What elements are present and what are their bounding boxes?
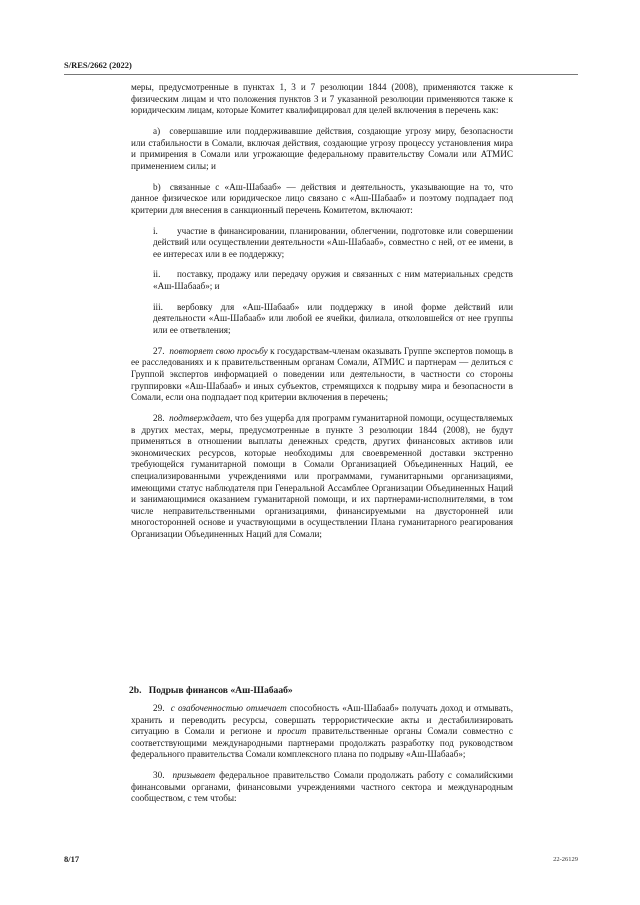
paragraph-29-text-1: способность «Аш-Шабааб» получать доход и отмывать, хранить и переводить ресурсы, совершать террористические акты и дестабилизировать ситуацию в Сомали и регионе и: [131, 703, 514, 737]
paragraph-28: [131, 413, 513, 541]
subparagraph-iii-marker: iii.: [153, 301, 163, 312]
subparagraph-i: [131, 226, 513, 261]
paragraph-29: [131, 703, 513, 761]
paragraph-30-verb: призывает: [172, 770, 216, 781]
section-heading-title: Подрыв финансов «Аш-Шабааб»: [148, 685, 293, 696]
paragraph-30-text: федеральное правительство Сомали продолжать работу с сомалийскими финансовыми органами, финансовыми учреждениями частного сектора и международным сообществом, с тем чтобы:: [131, 770, 513, 804]
document-body: [131, 82, 513, 550]
subparagraph-iii-text: вербовку для «Аш-Шабааб» или поддержку в иной форме действий или деятельности «Аш-Шабааб» или любой ее ячейки, филиала, отколовшейся от нее группы или ее ответвления;: [153, 301, 513, 336]
document-symbol: S/RES/2662 (2022): [64, 60, 132, 70]
paragraph-30-number: 30.: [153, 770, 165, 781]
paragraph-29-text-2: правительственные органы Сомали совместно с соответствующими международными партнерами продолжать разработку под руководством федерального правительства Сомали комплексного плана по подрыву «Аш-Шабааб»;: [131, 726, 513, 760]
section-heading-2b: [131, 685, 293, 696]
paragraph-30: [131, 770, 513, 805]
document-body-continued: [131, 703, 513, 814]
paragraph-27-verb: повторяет свою просьбу: [169, 345, 268, 356]
subparagraph-i-marker: i.: [153, 225, 158, 236]
page-number: 8/17: [64, 854, 80, 864]
paragraph-27-text: к государствам-членам оказывать Группе экспертов помощь в ее расследованиях и к правительственным органам Сомали, АТМИС и партнерам — делиться с Группой экспертов информацией о поведении или деятельности, в частности со стороны группировки «Аш-Шабааб» и иных субъектов, стремящихся к подрыву мира и безопасности в Сомали, если она подпадает под критерии включения в перечень;: [131, 345, 513, 403]
subparagraph-ii: [131, 269, 513, 292]
paragraph-29-verb-2: просит: [277, 726, 307, 737]
subparagraph-ii-marker: ii.: [153, 269, 161, 280]
paragraph-27: [131, 346, 513, 404]
paragraph-27-number: 27.: [153, 345, 165, 356]
paragraph-28-number: 28.: [153, 412, 165, 423]
paragraph-b: b) связанные с «Аш-Шабааб» — действия и деятельность, указывающие на то, что данное физическое или юридическое лицо связано с «Аш-Шабааб» и поэтому подпадает под критерии для внесения в санкционный перечень Комитетом, включают:: [131, 181, 513, 215]
paragraph-29-verb-1: с озабоченностью отмечает: [170, 703, 287, 713]
header-rule: [64, 74, 578, 75]
subparagraph-ii-text: поставку, продажу или передачу оружия и связанных с ним материальных средств «Аш-Шабааб»; и: [153, 269, 513, 292]
document-code: 22-26129: [553, 856, 578, 863]
subparagraph-iii: [131, 302, 513, 337]
subparagraph-i-text: участие в финансировании, планировании, облегчении, подготовке или совершении действий или осуществлении деятельности «Аш-Шабааб», совместно с ней, от ее имени, в ее интересах или в ее поддержку;: [153, 225, 513, 259]
paragraph-a: a) совершавшие или поддерживавшие действия, создающие угрозу миру, безопасности или стабильности в Сомали, включая действия, создающие угрозу процессу установления мира и примирения в Сомали или угрожающие федеральному правительству Сомали или АТМИС применением силы; и: [131, 125, 513, 171]
paragraph-28-verb: подтверждает: [169, 412, 231, 423]
paragraph-28-text: , что без ущерба для программ гуманитарной помощи, осуществляемых в других местах, меры, предусмотренные в пункте 3 резолюции 1844 (2008), не будут применяться в отношении выплаты денежных средств, других финансовых активов или экономических ресурсов, которые необходимы для своевременной доставки экстренно требующейся гуманитарной помощи в Сомали Организацией Объединенных Наций, ее специализированными учреждениями или программами, гуманитарными организациями, имеющими статус наблюдателя при Генеральной Ассамблее Организации Объединенных Наций и занимающимися оказанием гуманитарной помощи, и их партнерами-исполнителями, в том числе неправительственными организациями, финансируемыми на двусторонней или многосторонней основе и участвующими в осуществлении Плана гуманитарного реагирования Организации Объединенных Наций для Сомали;: [131, 412, 513, 539]
section-heading-number: 2b.: [129, 685, 142, 696]
paragraph-intro: меры, предусмотренные в пунктах 1, 3 и 7 резолюции 1844 (2008), применяются также к физическим лицам и что положения пунктов 3 и 7 указанной резолюции применяются также к юридическим лицам, которые Комитет квалифицировал для целей включения в перечень как:: [131, 82, 513, 116]
paragraph-29-number: 29.: [153, 703, 165, 713]
